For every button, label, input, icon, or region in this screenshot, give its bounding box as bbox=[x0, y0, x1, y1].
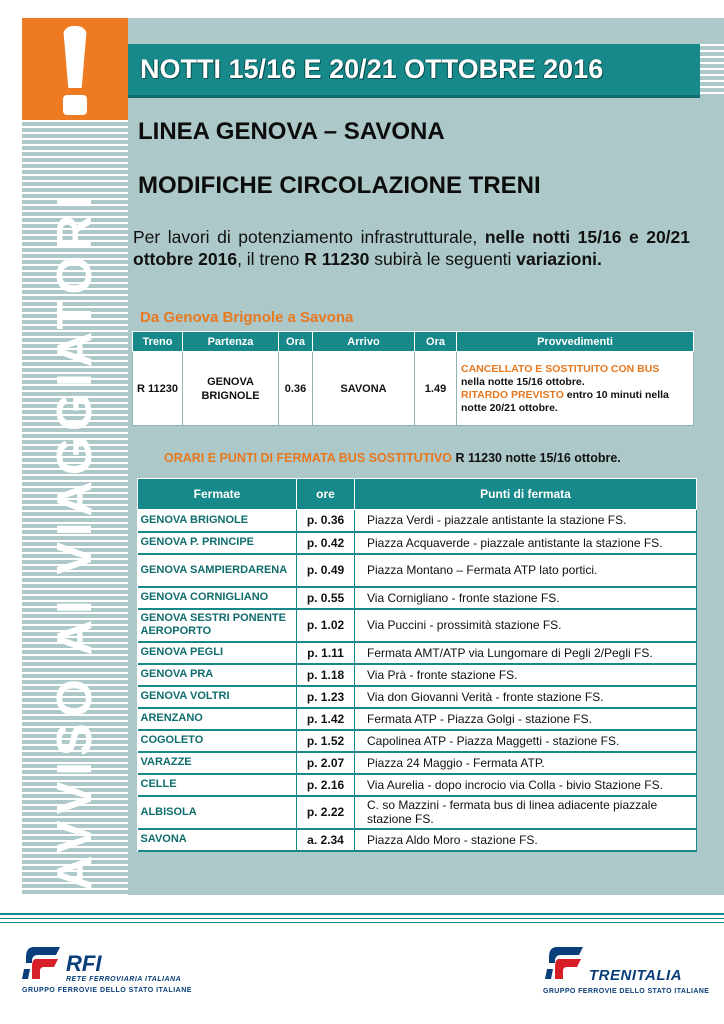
cell-ore: p. 0.42 bbox=[297, 532, 355, 554]
partenza-text: GENOVA BRIGNOLE bbox=[201, 375, 260, 402]
prov-cancel-text: nella notte 15/16 ottobre. bbox=[461, 375, 585, 388]
cell-punto: Piazza Aldo Moro - stazione FS. bbox=[355, 829, 697, 851]
trenitalia-group: GRUPPO FERROVIE DELLO STATO ITALIANE bbox=[543, 988, 710, 995]
cell-fermata: GENOVA PRA bbox=[138, 664, 297, 686]
train-table-header bbox=[133, 332, 694, 352]
cell-punto: Via don Giovanni Verità - fronte stazione FS. bbox=[355, 686, 697, 708]
intro-paragraph bbox=[133, 226, 690, 270]
table-row bbox=[138, 587, 697, 609]
intro-text-1: Per lavori di potenziamento infrastrutturale, bbox=[133, 227, 485, 247]
cell-ore: p. 2.16 bbox=[297, 774, 355, 796]
cell-treno: R 11230 bbox=[133, 352, 183, 426]
page-subtitle: MODIFICHE CIRCOLAZIONE TRENI bbox=[138, 172, 541, 199]
bus-table-header bbox=[138, 479, 697, 510]
cell-ore: p. 0.49 bbox=[297, 554, 355, 587]
cell-partenza bbox=[183, 352, 279, 426]
cell-provvedimenti bbox=[457, 352, 694, 426]
header-title: NOTTI 15/16 E 20/21 OTTOBRE 2016 bbox=[140, 54, 604, 84]
cell-punto: Piazza Acquaverde - piazzale antistante la stazione FS. bbox=[355, 532, 697, 554]
cell-punto: Fermata ATP - Piazza Golgi - stazione FS. bbox=[355, 708, 697, 730]
cell-ore: p. 1.18 bbox=[297, 664, 355, 686]
cell-fermata: GENOVA P. PRINCIPE bbox=[138, 532, 297, 554]
prov-cancel-label: CANCELLATO E SOSTITUITO CON BUS bbox=[461, 362, 660, 375]
cell-ora-arrivo: 1.49 bbox=[415, 352, 457, 426]
cell-fermata: GENOVA SAMPIERDARENA bbox=[138, 554, 297, 587]
cell-ore: p. 1.11 bbox=[297, 642, 355, 664]
rfi-subtitle: RETE FERROVIARIA ITALIANA bbox=[66, 976, 182, 983]
fs-mark-icon bbox=[22, 945, 62, 983]
cell-ore: p. 1.02 bbox=[297, 609, 355, 642]
table-row bbox=[138, 609, 697, 642]
bus-table bbox=[137, 478, 697, 852]
cell-punto: Fermata AMT/ATP via Lungomare di Pegli 2/Pegli FS. bbox=[355, 642, 697, 664]
cell-fermata: VARAZZE bbox=[138, 752, 297, 774]
cell-punto: Via Cornigliano - fronte stazione FS. bbox=[355, 587, 697, 609]
intro-bold-dates: nelle notti 15/16 e 20/21 ottobre 2016 bbox=[133, 227, 691, 269]
cell-ore: p. 0.55 bbox=[297, 587, 355, 609]
table-row bbox=[138, 642, 697, 664]
bus-title-orange: ORARI E PUNTI DI FERMATA BUS SOSTITUTIVO bbox=[164, 451, 452, 465]
rfi-group: GRUPPO FERROVIE DELLO STATO ITALIANE bbox=[22, 987, 192, 994]
route-title: Da Genova Brignole a Savona bbox=[140, 309, 354, 326]
table-row bbox=[138, 774, 697, 796]
cell-ore: p. 0.36 bbox=[297, 510, 355, 532]
table-row bbox=[138, 796, 697, 829]
cell-fermata: CELLE bbox=[138, 774, 297, 796]
cell-ora-partenza: 0.36 bbox=[279, 352, 313, 426]
cell-fermata: ARENZANO bbox=[138, 708, 297, 730]
cell-punto: Capolinea ATP - Piazza Maggetti - stazione FS. bbox=[355, 730, 697, 752]
intro-bold-train: R 11230 bbox=[304, 249, 370, 269]
cell-fermata: GENOVA CORNIGLIANO bbox=[138, 587, 297, 609]
table-row bbox=[138, 554, 697, 587]
rfi-name: RFI bbox=[66, 951, 102, 976]
th-treno: Treno bbox=[133, 332, 183, 352]
cell-fermata: GENOVA SESTRI PONENTE AEROPORTO bbox=[138, 609, 297, 642]
line-title: LINEA GENOVA – SAVONA bbox=[138, 118, 445, 145]
header-bar bbox=[128, 44, 700, 98]
cell-punto: Piazza Montano – Fermata ATP lato portici. bbox=[355, 554, 697, 587]
train-table bbox=[132, 331, 694, 426]
table-row bbox=[138, 708, 697, 730]
cell-ore: p. 1.42 bbox=[297, 708, 355, 730]
table-row bbox=[138, 686, 697, 708]
footer-line bbox=[0, 922, 724, 923]
th-punti: Punti di fermata bbox=[355, 479, 697, 510]
table-row bbox=[138, 829, 697, 851]
th-ora-partenza: Ora bbox=[279, 332, 313, 352]
intro-text-3: subirà le seguenti bbox=[369, 249, 517, 269]
cell-fermata: GENOVA BRIGNOLE bbox=[138, 510, 297, 532]
intro-text-2: , il treno bbox=[237, 249, 305, 269]
rfi-logo bbox=[22, 943, 192, 1003]
th-fermate: Fermate bbox=[138, 479, 297, 510]
cell-ore: p. 1.23 bbox=[297, 686, 355, 708]
table-row bbox=[138, 510, 697, 532]
cell-punto: Via Aurelia - dopo incrocio via Colla - bivio Stazione FS. bbox=[355, 774, 697, 796]
cell-fermata: GENOVA VOLTRI bbox=[138, 686, 297, 708]
cell-fermata: COGOLETO bbox=[138, 730, 297, 752]
cell-fermata: GENOVA PEGLI bbox=[138, 642, 297, 664]
th-ore: ore bbox=[297, 479, 355, 510]
table-row bbox=[138, 730, 697, 752]
footer-line bbox=[0, 918, 724, 919]
cell-punto: Piazza Verdi - piazzale antistante la stazione FS. bbox=[355, 510, 697, 532]
th-partenza: Partenza bbox=[183, 332, 279, 352]
warning-block bbox=[22, 18, 128, 120]
trenitalia-name: TRENITALIA bbox=[589, 967, 683, 984]
cell-ore: p. 1.52 bbox=[297, 730, 355, 752]
table-row bbox=[138, 664, 697, 686]
bus-section-title bbox=[164, 451, 621, 465]
cell-punto: C. so Mazzini - fermata bus di linea adiacente piazzale stazione FS. bbox=[355, 796, 697, 829]
cell-ore: a. 2.34 bbox=[297, 829, 355, 851]
header-stripes bbox=[700, 44, 724, 98]
trenitalia-logo bbox=[541, 943, 711, 1003]
cell-fermata: ALBISOLA bbox=[138, 796, 297, 829]
table-row bbox=[138, 532, 697, 554]
th-ora-arrivo: Ora bbox=[415, 332, 457, 352]
th-provvedimenti: Provvedimenti bbox=[457, 332, 694, 352]
cell-punto: Via Prà - fronte stazione FS. bbox=[355, 664, 697, 686]
prov-delay-text: entro 10 minuti nella notte 20/21 ottobre. bbox=[461, 388, 669, 414]
cell-fermata: SAVONA bbox=[138, 829, 297, 851]
th-arrivo: Arrivo bbox=[313, 332, 415, 352]
table-row bbox=[133, 352, 694, 426]
table-row bbox=[138, 752, 697, 774]
exclamation-icon bbox=[63, 26, 87, 88]
intro-bold-variations: variazioni. bbox=[516, 249, 602, 269]
side-banner-text: AVVISO AI VIAGGIATORI bbox=[48, 189, 102, 891]
fs-mark-icon bbox=[545, 945, 585, 983]
cell-ore: p. 2.07 bbox=[297, 752, 355, 774]
exclamation-dot-icon bbox=[63, 95, 87, 115]
prov-delay-label: RITARDO PREVISTO bbox=[461, 388, 564, 401]
cell-punto: Via Puccini - prossimità stazione FS. bbox=[355, 609, 697, 642]
footer-line bbox=[0, 913, 724, 915]
bus-title-black: R 11230 notte 15/16 ottobre. bbox=[451, 451, 621, 465]
cell-arrivo: SAVONA bbox=[313, 352, 415, 426]
cell-punto: Piazza 24 Maggio - Fermata ATP. bbox=[355, 752, 697, 774]
cell-ore: p. 2.22 bbox=[297, 796, 355, 829]
